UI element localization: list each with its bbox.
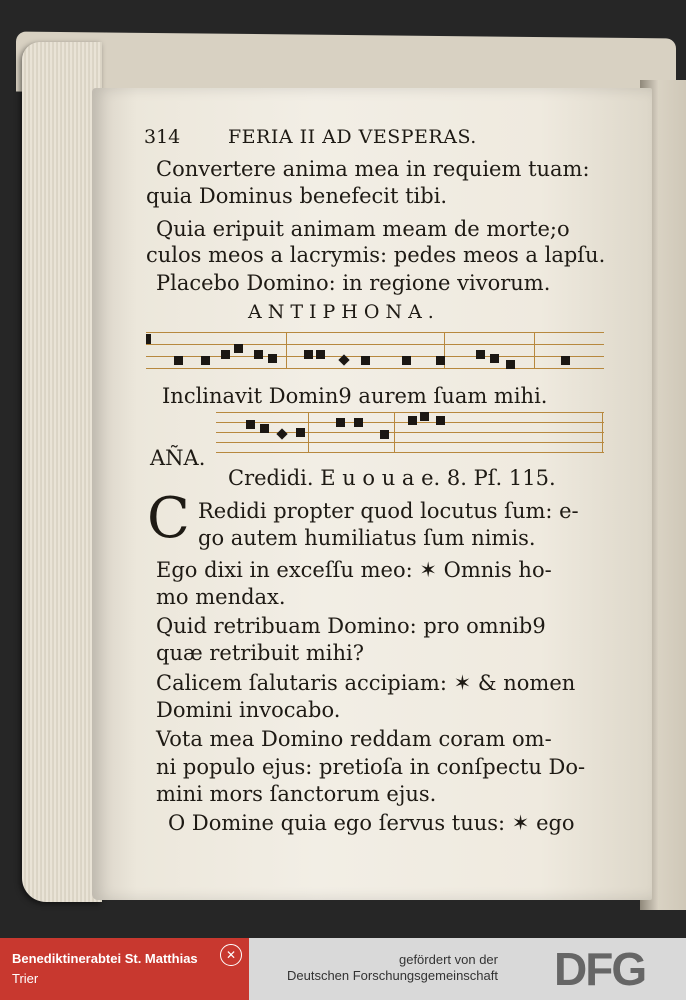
chant-note (304, 350, 313, 359)
psalm-line-4: mo mendax. (156, 585, 286, 609)
psalm-line-8: Domini invocabo. (156, 698, 341, 722)
text-line-4: culos meos a lacrymis: pedes meos a lapſu. (146, 243, 606, 267)
chant-note (268, 354, 277, 363)
initial-letter: C (147, 486, 190, 551)
psalm-line-12: O Domine quia ego ſervus tuus: ✶ ego (168, 811, 575, 835)
page-edges (22, 42, 102, 902)
chant-note (174, 356, 183, 365)
psalm-line-3: Ego dixi in exceſſu meo: ✶ Omnis ho- (156, 558, 552, 582)
chant-note (354, 418, 363, 427)
chant-note (296, 428, 305, 437)
ana-label: AÑA. (150, 446, 206, 470)
psalm-line-9: Vota mea Domino reddam coram om- (156, 727, 552, 751)
psalm-line-11: mini mors ſanctorum ejus. (156, 782, 437, 806)
psalm-line-10: ni populo ejus: pretioſa in conſpectu Do- (156, 755, 586, 779)
chant-note (246, 420, 255, 429)
psalm-line-5: Quid retribuam Domino: pro omnib9 (156, 614, 546, 638)
psalm-reference: Credidi. E u o u a e. 8. Pſ. 115. (228, 466, 556, 490)
chant-note (260, 424, 269, 433)
chant-note (316, 350, 325, 359)
chant-note (336, 418, 345, 427)
institution-name: Benediktinerabtei St. Matthias (12, 951, 198, 966)
page-header: FERIA II AD VESPERAS. (228, 126, 477, 148)
clef-mark (146, 334, 151, 344)
chant-note (436, 356, 445, 365)
music-staff-1 (146, 332, 604, 380)
funded-by-line-2: Deutschen Forschungsgemeinschaft (286, 968, 498, 983)
psalm-line-6: quæ retribuit mihi? (156, 641, 364, 665)
funded-by-line-1: gefördert von der (398, 952, 498, 967)
dfg-logo[interactable]: DFG (554, 943, 646, 995)
chant-note (506, 360, 515, 369)
institution-badge[interactable] (0, 938, 249, 1000)
chant-note (561, 356, 570, 365)
chant-note (380, 430, 389, 439)
chant-note (402, 356, 411, 365)
institution-city: Trier (12, 971, 39, 986)
text-line-5: Placebo Domino: in regione vivorum. (156, 271, 551, 295)
text-line-3: Quia eripuit animam meam de morte;o (156, 217, 570, 241)
psalm-line-1: Redidi propter quod locutus ſum: e- (198, 499, 579, 523)
music-staff-2 (216, 412, 604, 460)
chant-note (476, 350, 485, 359)
chant-note (420, 412, 429, 421)
chant-note (276, 428, 287, 439)
abbey-emblem-icon: ✕ (220, 944, 242, 966)
text-line-1: Convertere anima mea in requiem tuam: (156, 157, 590, 181)
chant-note (221, 350, 230, 359)
chant-note (436, 416, 445, 425)
chant-note (234, 344, 243, 353)
psalm-line-7: Calicem ſalutaris accipiam: ✶ & nomen (156, 671, 576, 695)
chant-note (408, 416, 417, 425)
text-line-2: quia Dominus benefecit tibi. (146, 184, 448, 208)
chant-note (490, 354, 499, 363)
chant-note (201, 356, 210, 365)
page-number: 314 (144, 126, 181, 148)
psalm-line-2: go autem humiliatus ſum nimis. (198, 526, 536, 550)
chant-note (361, 356, 370, 365)
chant-text: Inclinavit Domin9 aurem ſuam mihi. (162, 384, 548, 408)
chant-note (254, 350, 263, 359)
antiphona-title: ANTIPHONA. (248, 301, 440, 323)
